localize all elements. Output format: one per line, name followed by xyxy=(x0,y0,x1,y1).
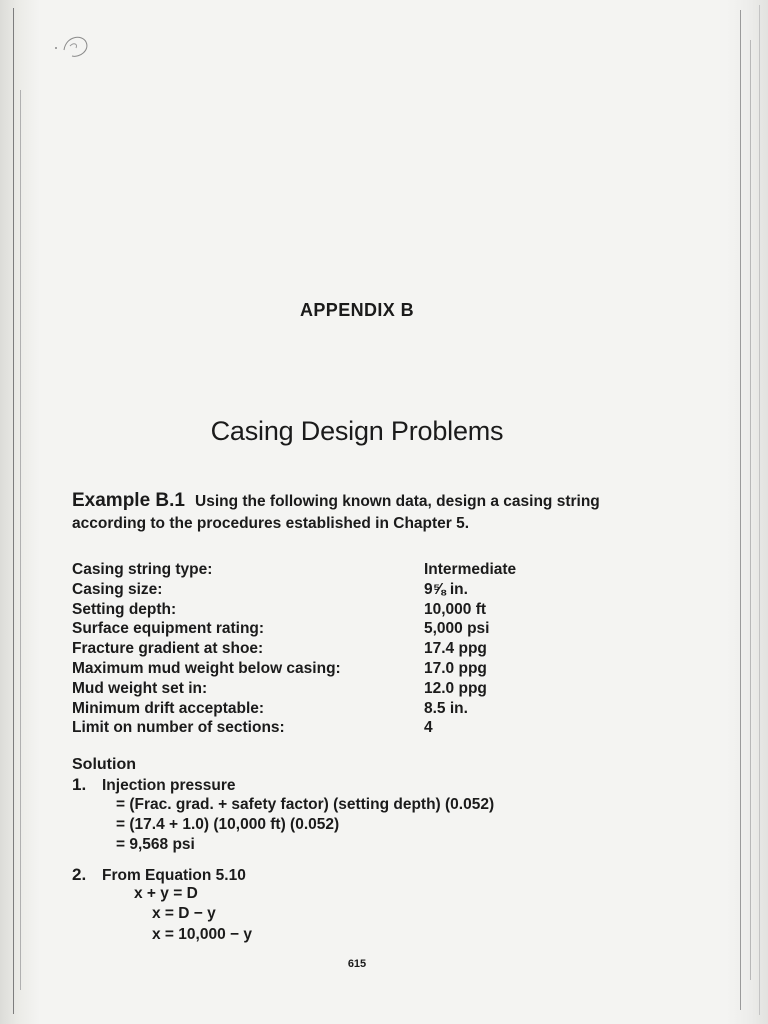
chapter-title: Casing Design Problems xyxy=(210,416,504,446)
data-label: Casing string type: xyxy=(72,561,213,578)
data-label: Fracture gradient at shoe: xyxy=(72,640,264,658)
data-row xyxy=(72,581,632,601)
data-value: 10,000 ft xyxy=(424,600,487,618)
equation-line: x = 10,000 − y xyxy=(152,926,252,943)
step-number: 2. xyxy=(72,865,87,884)
solution-heading: Solution xyxy=(72,756,136,773)
data-value: 17.0 ppg xyxy=(424,659,487,677)
data-row xyxy=(72,680,632,700)
data-row xyxy=(72,601,632,621)
data-row xyxy=(72,719,632,739)
appendix-heading: APPENDIX B xyxy=(299,300,415,320)
page-number: 615 xyxy=(347,958,367,970)
equation-line: x + y = D xyxy=(134,885,198,902)
data-value: 17.4 ppg xyxy=(424,640,487,658)
data-label: Surface equipment rating: xyxy=(72,620,265,638)
data-value: Intermediate xyxy=(424,561,517,578)
equation-line: x = D − y xyxy=(152,905,216,922)
data-label: Limit on number of sections: xyxy=(72,719,285,737)
example-label: Example B.1 xyxy=(72,490,185,511)
example-statement xyxy=(72,490,672,535)
data-row xyxy=(72,640,632,660)
step-title: Injection pressure xyxy=(102,777,236,794)
binding-edge xyxy=(0,0,40,1024)
data-row xyxy=(72,620,632,640)
data-label: Setting depth: xyxy=(72,600,177,618)
data-row xyxy=(72,561,632,581)
step-number: 1. xyxy=(72,775,87,794)
data-value: 12.0 ppg xyxy=(424,679,487,697)
data-label: Minimum drift acceptable: xyxy=(72,699,265,717)
equation-line: = (Frac. grad. + safety factor) (setting depth) (0.052) xyxy=(116,796,495,813)
data-value: 5,000 psi xyxy=(424,620,490,638)
data-value: 4 xyxy=(424,719,433,737)
data-value: 9⅝ in. xyxy=(424,580,468,598)
example-text: Using the following known data, design a casing string according to the procedures established in Chapter 5. xyxy=(72,493,600,532)
step-2-heading xyxy=(72,865,246,885)
data-label: Maximum mud weight below casing: xyxy=(72,659,341,677)
data-row xyxy=(72,660,632,680)
data-row xyxy=(72,700,632,720)
step-1-heading xyxy=(72,775,236,795)
data-label: Mud weight set in: xyxy=(72,679,208,697)
pen-scribble-mark xyxy=(52,28,104,68)
page-edge xyxy=(726,0,768,1024)
data-value: 8.5 in. xyxy=(424,699,468,717)
known-data-table xyxy=(72,561,632,739)
equation-line: = (17.4 + 1.0) (10,000 ft) (0.052) xyxy=(116,816,340,833)
equation-line: = 9,568 psi xyxy=(116,836,195,853)
step-title: From Equation 5.10 xyxy=(102,867,246,884)
data-label: Casing size: xyxy=(72,580,163,598)
